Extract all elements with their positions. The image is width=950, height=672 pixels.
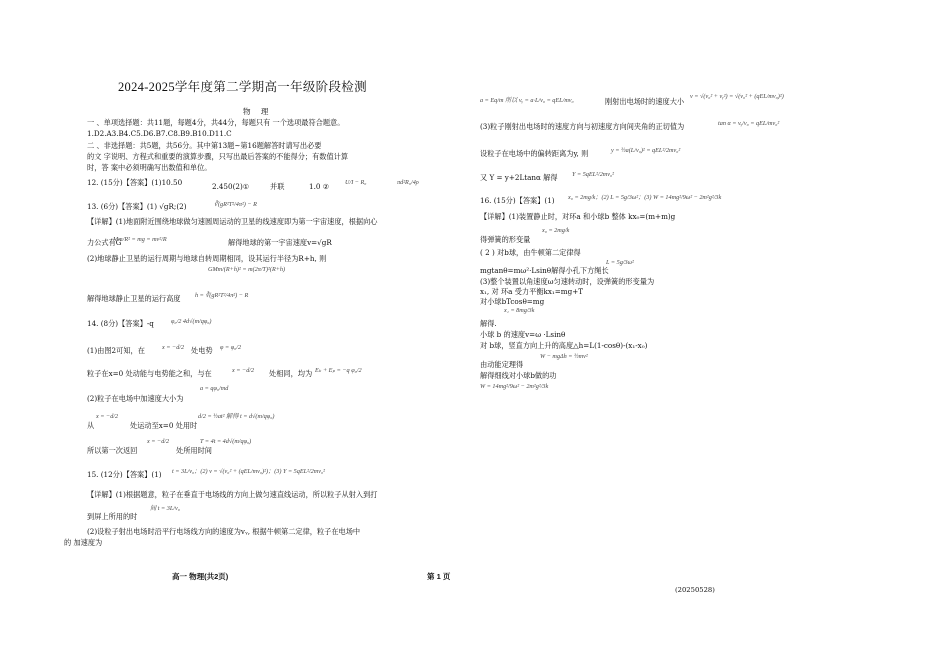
q16-answer: 16. (15分)【答案】(1) — [480, 196, 555, 205]
r-text-4: 又 Y = y+2Ltanα 解得 — [480, 173, 558, 182]
q13-detail-1: 【详解】(1)地面附近围绕地球做匀速圆周运动的卫星的线速度即为第一宇宙速度，根据向心 — [87, 217, 378, 226]
sec2-line1: 二 、非选择题：共5题，共56分。其中第13题~第16题解答时请写出必要 — [87, 141, 322, 150]
q13-formula-1: ∛(gR²T²/4π²) − R — [214, 201, 257, 208]
r-formula-4: y = ½a(L/v₀)² = qEL²/2mv₀² — [611, 147, 681, 154]
q14-detail-5b: 处所用时间 — [176, 446, 212, 455]
q16-formula-2: x₀ = 2mg/k — [542, 227, 570, 234]
footer-page-number: 第 1 页 — [427, 572, 451, 581]
q13-formula-3: GMm/(R+h)² = m(2π/T)²(R+h) — [208, 266, 286, 273]
q13-detail-2b: 解得地球的第一宇宙速度v=√gR — [228, 238, 332, 247]
q16-detail-3: ( 2 ) 对b球，由牛顿第二定律得 — [480, 248, 581, 257]
q14-formula-4: x = −d/2 — [232, 367, 255, 374]
q12-value: 1.0 ② — [309, 182, 330, 191]
subject-label: 物 理 — [243, 107, 273, 116]
q13-formula-2: Mm/R² = mg = mv²/R — [113, 236, 167, 243]
q15-detail-2a: 到屏上所用的时 — [87, 512, 138, 521]
footer-code: (20250528) — [675, 586, 715, 594]
q14-detail-5a: 所以第一次返回 — [87, 446, 138, 455]
q14-detail-1: (1)由图2可知，在 — [87, 346, 145, 355]
r-formula-1: a = Eq/m 所以 vᵧ = a·L/v₀ = qEL/mv₀ — [480, 97, 574, 104]
q13-answer: 13. (6分)【答案】(1) √gR;(2) — [87, 202, 187, 211]
q15-detail-3: (2)设粒子射出电场时沿平行电场线方向的速度为vᵧ, 根据牛顿第二定律，粒子在电场中 — [87, 527, 361, 536]
q13-formula-4: h = ∛(gR²T²/4π²) − R — [195, 292, 249, 299]
q14-detail-3: (2)粒子在电场中加速度大小为 — [87, 394, 184, 403]
q16-detail-2: 得弹簧的形变量 — [480, 235, 531, 244]
q14-formula-1: φ₀/2 4d√(m/qφ₀) — [171, 318, 212, 325]
q15-formula-2: 间 t = 3L/v₀ — [150, 505, 180, 512]
q16-formula-4: x₁ = 8mg/3k — [504, 307, 535, 314]
q13-detail-3: (2)地球静止卫星的运行周期与地球自转周期相同，设其运行半径为R+h, 则 — [87, 254, 327, 263]
q14-detail-4b: 处运动至x=0 处用时 — [130, 421, 198, 430]
q16-detail-1: 【详解】(1)装置静止时，对环a 和小球b 整体 kx₀=(m+m)g — [480, 212, 676, 221]
q14-detail-2: 粒子在x=0 处动能与电势能之和，与在 — [87, 369, 212, 378]
q16-detail-8: 解得. — [480, 319, 497, 328]
q16-formula-3: L = 5g/3ω² — [606, 259, 634, 266]
q16-detail-10: 对 b球，竖直方向上升的高度△h=L(1-cosθ)-(x₁-x₀) — [480, 341, 648, 350]
q12-formula-1: U/I − R₀ — [345, 179, 367, 186]
q12-part: 2.450(2)① — [212, 182, 250, 191]
q16-detail-4: mgtanθ=mω²·Lsinθ解得小孔下方绳长 — [480, 266, 609, 275]
q16-detail-6: x₁, 对 环a 受力平衡kx₁=mg+T — [480, 287, 584, 296]
q14-formula-7: x = −d/2 — [96, 413, 119, 420]
r-formula-5: Y = 5qEL²/2mv₀² — [572, 171, 615, 178]
page-title: 2024-2025学年度第二学期高一年级阶段检测 — [118, 80, 367, 94]
q12-answer: 12. (15分)【答案】(1)10.50 — [87, 178, 183, 187]
sec2-line2: 的文 字说明、方程式和重要的演算步骤，只写出最后答案的不能得分；有数值计算 — [87, 152, 349, 161]
q15-detail-4: 的 加速度为 — [64, 538, 103, 547]
q14-formula-6: a = qφ₀/md — [200, 385, 229, 392]
q13-detail-4: 解得地球静止卫星的运行高度 — [87, 294, 181, 303]
r-text-3: 设粒子在电场中的偏转距离为y, 则 — [480, 149, 589, 158]
q16-detail-9: 小球 b 的速度v=ω ·Lsinθ — [480, 330, 566, 339]
q14-formula-2: x = −d/2 — [162, 344, 185, 351]
sec2-line3: 时，答 案中必须明确写出数值和单位。 — [87, 163, 212, 172]
q13-detail-2a: 力公式有G — [87, 238, 122, 247]
q14-formula-5: Eₖ + Eₚ = −q φ₀/2 — [315, 367, 362, 374]
q16-detail-12: 解得细线对小球b做的功 — [480, 371, 557, 380]
q14-answer: 14. (8分)【答案】-q — [87, 319, 154, 328]
q12-formula-2: πd²R₀/4ρ — [397, 179, 419, 186]
r-formula-3: tan α = vᵧ/v₀ = qEL/mv₀² — [718, 120, 780, 127]
r-text-1: 刚射出电场时的速度大小 — [605, 97, 685, 106]
r-text-2: (3)粒子刚射出电场时的速度方向与初速度方向间夹角的正切值为 — [480, 122, 685, 131]
q16-detail-11: 由动能定理得 — [480, 360, 524, 369]
q14-formula-3: φ = φ₀/2 — [220, 344, 242, 351]
q16-formula-6: W = 14mg²/9ω² − 2m²g²/3k — [480, 383, 549, 390]
q14-detail-4a: 从 — [87, 421, 95, 430]
q14-detail-2b: 处相同，均为 — [269, 369, 313, 378]
q16-formula-1: x₀ = 2mg/k；(2) L = 5g/3ω²；(3) W = 14mg²/9ω² − 2m²g²/3k — [568, 194, 722, 201]
footer-left: 高一 物理(共2页) — [172, 572, 229, 581]
q16-detail-5: (3)整个装置以角速度ω匀速转动时，设弹簧的形变量为 — [480, 277, 655, 286]
sec1-title: 一 、单项选择题：共11题，每题4分，共44分，每题只有 一个选项最符合题意。 — [87, 118, 345, 127]
q14-formula-10: T = 4t = 4d√(m/qφ₀) — [200, 438, 252, 445]
r-formula-2: v = √(v₀² + vᵧ²) = √(v₀² + (qEL/mv₀)²) — [690, 93, 784, 100]
q14-formula-9: x = −d/2 — [147, 438, 170, 445]
q16-detail-7: 对小球bTcosθ=mg — [480, 297, 545, 306]
q14-formula-8: d/2 = ½at² 解得 t = d√(m/qφ₀) — [198, 413, 275, 420]
sec1-answers: 1.D2.A3.B4.C5.D6.B7.C8.B9.B10.D11.C — [87, 129, 232, 138]
q15-answer: 15. (12分)【答案】(1) — [87, 470, 162, 479]
q14-detail-1b: 处电势 — [191, 346, 213, 355]
q15-detail-1: 【详解】(1)根据题意，粒子在垂直于电场线的方向上做匀速直线运动，所以粒子从射入到打 — [87, 490, 378, 499]
q15-formula-1: t = 3L/v₀；(2) v = √(v₀² + (qEL/mv₀)²)；(3) Y = 5qEL²/2mv₀² — [172, 468, 325, 475]
q16-formula-5: W − mgΔh = ½mv² — [540, 353, 588, 360]
q12-parallel: 并联 — [270, 182, 285, 191]
